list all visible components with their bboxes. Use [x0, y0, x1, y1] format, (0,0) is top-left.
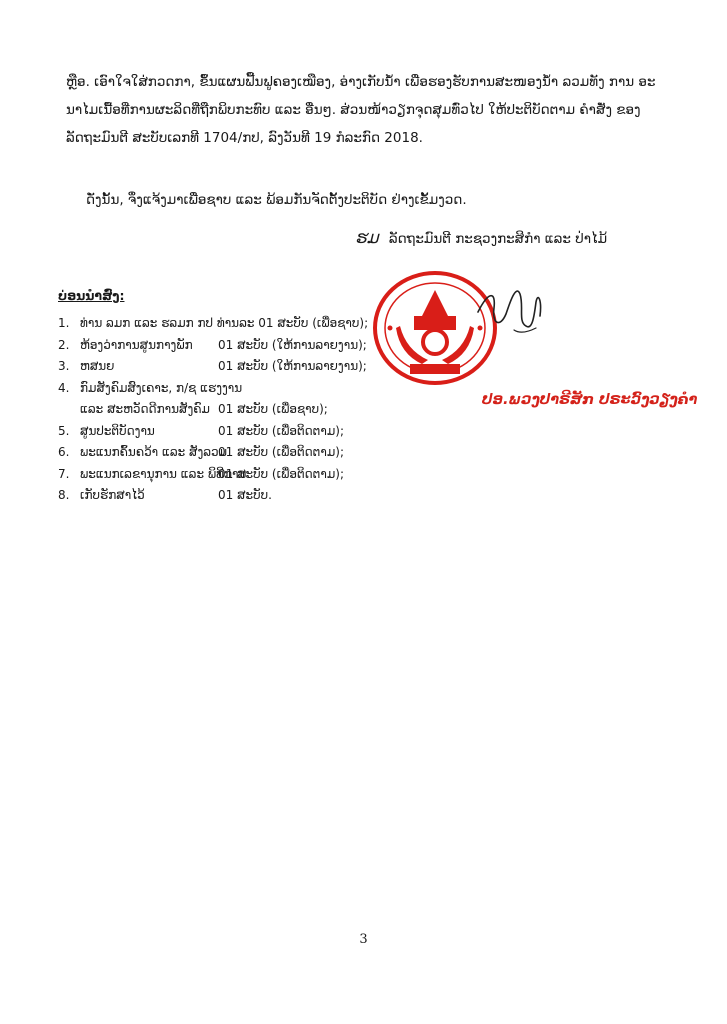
item-quantity: 01 ສະບັບ (ເພື່ອຊາບ); [218, 402, 328, 416]
item-recipient: ເກັບຮັກສາໄວ້ [80, 488, 145, 502]
item-number: 6. [58, 445, 70, 459]
item-recipient: ສູນປະຕິບັດງານ [80, 423, 155, 438]
list-item [58, 313, 369, 335]
item-recipient: ກົມສັງຄົມສົງເຄາະ, ກ/ຊ ແຮງງານ [80, 380, 243, 395]
item-recipient: ຫ້ອງວ່າການສູນກາງພັກ [80, 337, 193, 352]
body-paragraph-2: ດັ່ງນັ້ນ, ຈຶ່ງແຈ້ງມາເພື່ອຊາບ ແລະ ພ້ອມກັນຈັດຕັ້ງປະຕິບັດ ຢ່າງເຂັ້ມງວດ. [86, 192, 467, 208]
item-recipient: ພະແນກຄົ້ນຄວ້າ ແລະ ສັງລວມ [80, 445, 228, 459]
body-paragraph-1: ຫຼືອ. ເອົາໃຈໃສ່ກວດກາ, ຂຶ້ນແຜນຟື້ນຟູຄອງເໝືອງ, ອ່າງເກັບນ້ຳ ເພື່ອຮອງຮັບການສະໜອງນ້ຳ ລວມທັງ ການ ອະນາໄມເນື້ອທີ່ການຜະລິດທີ່ຖືກພິບກະທົບ ແລະ ອື່ນໆ. ສ່ວນໜ້າວຽກຈຸດສຸມທົ່ວໄປ ໃຫ້ປະຕິບັດຕາມ ຄຳສັ່ງ ຂອງລັດຖະມົນຕີ ສະບັບເລກທີ 1704/ກປ, ລົງວັນທີ 19 ກໍລະກົດ 2018. [66, 74, 656, 146]
list-item [58, 378, 243, 400]
item-recipient: ແລະ ສະຫວັດດີການສັງຄົມ [80, 402, 210, 416]
item-number: 1. [58, 316, 70, 330]
item-quantity: 01 ສະບັບ (ໃຫ້ການລາຍງານ); [218, 359, 367, 373]
item-recipient: ທ່ານ ລມກ ແລະ ຮລມກ ກປ ທ່ານລະ 01 ສະບັບ (ເພື່ອຊາບ); [80, 316, 369, 330]
signer-name: ປອ.ພວງປາຣີສັກ ປຣະວົງວຽງຄຳ [482, 392, 698, 408]
item-quantity: 01 ສະບັບ (ເພື່ອຕິດຕາມ); [218, 445, 344, 459]
list-item [58, 335, 367, 357]
distribution-list [58, 288, 369, 507]
handwritten-signature [470, 272, 550, 342]
list-item [58, 464, 344, 486]
list-item [58, 356, 367, 378]
signatory-title: ລັດຖະມົນຕີ ກະຊວງກະສິກຳ ແລະ ປ່າໄມ້ [388, 231, 608, 247]
item-number: 3. [58, 359, 70, 373]
item-quantity: 01 ສະບັບ. [218, 488, 272, 502]
item-number: 2. [58, 337, 70, 352]
page-number: 3 [359, 932, 368, 947]
item-number: 7. [58, 466, 70, 481]
signature-title-line [355, 228, 607, 248]
on-behalf-mark: ຮມ [355, 228, 379, 248]
list-item [58, 421, 344, 443]
item-quantity: 01 ສະບັບ (ເພື່ອຕິດຕາມ); [218, 423, 344, 438]
item-quantity: 01 ສະບັບ (ໃຫ້ການລາຍງານ); [218, 337, 367, 352]
item-number: 8. [58, 488, 70, 502]
list-item [58, 485, 272, 507]
list-item [58, 399, 328, 421]
item-number: 5. [58, 423, 70, 438]
item-quantity: 01 ສະບັບ (ເພື່ອຕິດຕາມ); [218, 466, 344, 481]
item-recipient: ພະແນກເລຂານຸການ ແລະ ພິທີການ [80, 466, 247, 481]
item-recipient: ຫສນຍ [80, 359, 115, 373]
distribution-title: ບ່ອນນຳສົ່ງ: [58, 288, 125, 303]
list-item [58, 442, 344, 464]
item-number: 4. [58, 380, 70, 395]
